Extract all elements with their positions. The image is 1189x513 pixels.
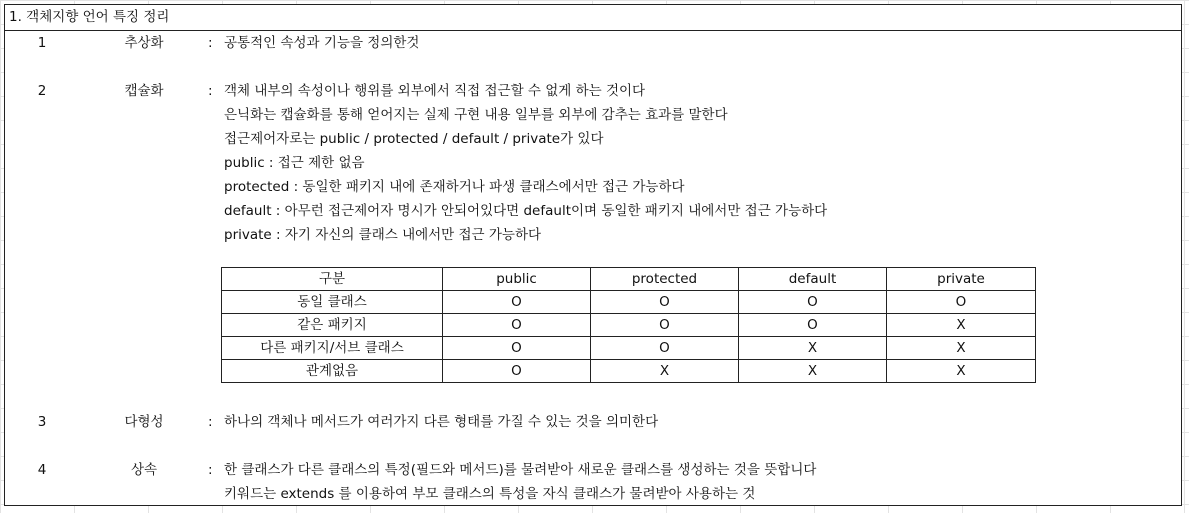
item-description[interactable]: 은닉화는 캡슐화를 통해 얻어지는 실제 구현 내용 일부를 외부에 감추는 효과를 말한다 — [224, 107, 728, 123]
item-description[interactable]: 한 클래스가 다른 클래스의 특정(필드와 메서드)를 물려받아 새로운 클래스를 생성하는 것을 뜻합니다 — [224, 462, 817, 478]
table-cell[interactable]: X — [887, 314, 1036, 337]
item-description[interactable]: default : 아무런 접근제어자 명시가 안되어있다면 default이며 동일한 패키지 내에서만 접근 가능하다 — [224, 203, 828, 219]
item-number[interactable]: 4 — [37, 462, 47, 478]
table-cell[interactable]: O — [443, 360, 591, 383]
table-row — [222, 291, 1036, 314]
table-cell[interactable]: O — [591, 337, 739, 360]
table-cell[interactable]: O — [443, 291, 591, 314]
item-term[interactable]: 캡슐화 — [124, 83, 164, 99]
item-description[interactable]: 접근제어자로는 public / protected / default / private가 있다 — [224, 131, 604, 147]
item-term[interactable]: 추상화 — [124, 35, 164, 51]
item-term[interactable]: 다형성 — [124, 414, 164, 430]
table-cell[interactable]: O — [739, 291, 887, 314]
table-row-label[interactable]: 다른 패키지/서브 클래스 — [222, 337, 443, 360]
table-header-row — [222, 268, 1036, 291]
table-cell[interactable]: X — [739, 360, 887, 383]
table-row — [222, 314, 1036, 337]
item-description[interactable]: protected : 동일한 패키지 내에 존재하거나 파생 클래스에서만 접근 가능하다 — [224, 179, 685, 195]
item-description[interactable]: private : 자기 자신의 클래스 내에서만 접근 가능하다 — [224, 227, 542, 243]
table-cell[interactable]: O — [591, 314, 739, 337]
item-number[interactable]: 1 — [37, 35, 47, 51]
table-cell[interactable]: O — [591, 291, 739, 314]
item-description[interactable]: public : 접근 제한 없음 — [224, 155, 365, 171]
table-cell[interactable]: X — [591, 360, 739, 383]
table-header-cell[interactable]: protected — [591, 268, 739, 291]
table-row-label[interactable]: 동일 클래스 — [222, 291, 443, 314]
item-colon: : — [208, 414, 213, 430]
item-description[interactable]: 하나의 객체나 메서드가 여러가지 다른 형태를 가질 수 있는 것을 의미한다 — [224, 414, 659, 430]
sheet-title[interactable]: 1. 객체지향 언어 특징 정리 — [5, 5, 1181, 31]
item-colon: : — [208, 83, 213, 99]
table-header-cell[interactable]: default — [739, 268, 887, 291]
item-term[interactable]: 상속 — [130, 462, 158, 478]
item-description[interactable]: 공통적인 속성과 기능을 정의한것 — [224, 35, 420, 51]
table-header-cell[interactable]: 구분 — [222, 268, 443, 291]
item-description[interactable]: 키워드는 extends 를 이용하여 부모 클래스의 특성을 자식 클래스가 물려받아 사용하는 것 — [224, 486, 756, 502]
access-modifier-table — [221, 267, 1036, 383]
table-cell[interactable]: O — [443, 314, 591, 337]
table-cell[interactable]: O — [739, 314, 887, 337]
table-cell[interactable]: X — [887, 360, 1036, 383]
table-header-cell[interactable]: public — [443, 268, 591, 291]
table-cell[interactable]: O — [443, 337, 591, 360]
item-number[interactable]: 2 — [37, 83, 47, 99]
table-header-cell[interactable]: private — [887, 268, 1036, 291]
item-colon: : — [208, 35, 213, 51]
table-row — [222, 337, 1036, 360]
item-colon: : — [208, 462, 213, 478]
table-cell[interactable]: X — [887, 337, 1036, 360]
item-description[interactable]: 객체 내부의 속성이나 행위를 외부에서 직접 접근할 수 없게 하는 것이다 — [224, 83, 646, 99]
table-row-label[interactable]: 같은 패키지 — [222, 314, 443, 337]
table-cell[interactable]: O — [887, 291, 1036, 314]
item-number[interactable]: 3 — [37, 414, 47, 430]
table-row — [222, 360, 1036, 383]
table-row-label[interactable]: 관계없음 — [222, 360, 443, 383]
table-cell[interactable]: X — [739, 337, 887, 360]
sheet-content-box — [4, 4, 1182, 506]
